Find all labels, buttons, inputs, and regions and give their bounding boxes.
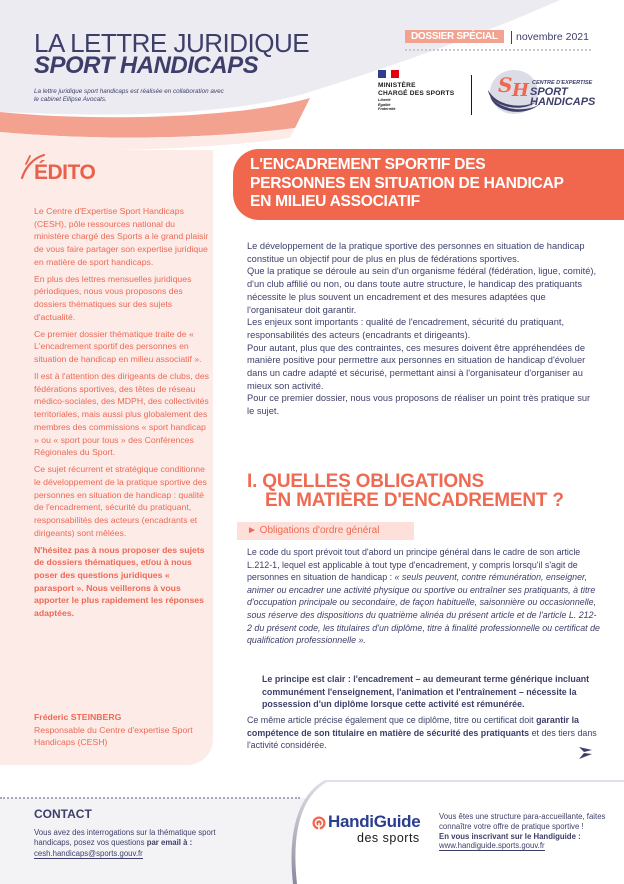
handiguide-cta: En vous inscrivant sur le Handiguide : (439, 831, 581, 841)
edito-paragraph: Ce premier dossier thématique traite de « L'encadrement sportif des personnes en situation de handicap en milieu associatif ». (34, 328, 202, 365)
edito-paragraph: Ce sujet récurrent et stratégique conditionne le développement de la pratique sportive des personnes en situation de handicap : qualité de l'encadrement, sécurité du pratiquant, responsabilités des acteurs (encadrants et dirigeants) sont mêlées. (34, 464, 207, 538)
signature-role: Responsable du Centre d'expertise Sport Handicaps (CESH) (34, 724, 193, 747)
logo-divider (471, 75, 472, 115)
footer-dotted-divider (0, 797, 300, 799)
signature-name: Fréderic STEINBERG (34, 712, 122, 722)
intro-paragraph: Les enjeux sont importants : qualité de l'encadrement, sécurité du pratiquant, responsabilités des acteurs (encadrants et dirigeants). (247, 317, 565, 340)
body-text: Le code du sport prévoit tout d'abord un principe général dans le cadre de son article L.212-1, lequel est applicable à tout type d'encadrement, y compris lorsqu'il s'agit de personnes en situation de handicap : (247, 547, 581, 583)
handiguide-text (439, 812, 609, 851)
motto-fraternite: Fraternité (378, 107, 396, 112)
motto-egalite: Égalité (378, 102, 391, 107)
ministry-motto (378, 98, 396, 112)
contact-email-link[interactable]: cesh.handicaps@sports.gouv.fr (34, 848, 143, 858)
subheading: ► Obligations d'ordre général (237, 522, 414, 540)
edito-paragraph: En plus des lettres mensuelles juridiques périodiques, nous vous proposons des dossiers thématiques sur des sujets d'actualité. (34, 273, 192, 322)
contact-description: Vous avez des interrogations sur la thématique sport handicaps, posez vos questions (34, 828, 216, 848)
svg-text:H: H (512, 80, 530, 101)
intro-text (247, 240, 599, 418)
article-title-line: EN MILIEU ASSOCIATIF (250, 193, 420, 210)
collaboration-note: La lettre juridique sport handicaps est réalisée en collaboration avec le cabinet Ellipse Avocats. (34, 88, 224, 103)
motto-liberte: Liberté (378, 98, 391, 102)
handiguide-description: Vous êtes une structure para-accueillante, faites connaître votre offre de pratique sportive ! (439, 812, 606, 831)
handiguide-name: HandiGuide (328, 812, 421, 831)
article-title (250, 156, 616, 212)
intro-paragraph: Pour ce premier dossier, nous vous proposons de réaliser un point très pratique sur le sujet. (247, 393, 591, 417)
issue-date: novembre 2021 (516, 31, 589, 43)
edito-body (34, 205, 210, 624)
cesh-logo-line1: SPORT (530, 86, 568, 98)
contact-email-label: par email à : (146, 838, 193, 848)
edito-paragraph: N'hésitez pas à nous proposer des sujets de dossiers thématiques, et/ou à nous poser des questions juridiques « parasport ». Nous veillerons à vous apporter le plus rapidement les réponses adaptées. (34, 544, 205, 619)
dotted-divider (405, 49, 591, 51)
ministry-line2: CHARGÉ DES SPORTS (378, 90, 455, 97)
body-text: Ce même article précise également que ce diplôme, titre ou certificat doit (247, 715, 537, 725)
body-text-bold: garantir la compétence de son titulaire en matière de sécurité des pratiquants (247, 715, 579, 738)
intro-paragraph: Que la pratique se déroule au sein d'un organisme fédéral (fédération, ligue, comité), d'un club affilié ou non, ou dans toute autre structure, le handicap des pratiquants nécessite le plus souvent un encadrement et des mesures adaptées que l'organisateur doit garantir. (247, 266, 597, 315)
section-heading (247, 472, 607, 510)
newsletter-title: LA LETTRE JURIDIQUE (34, 28, 310, 58)
intro-paragraph: Le développement de la pratique sportive des personnes en situation de handicap constitue un objectif pour de plus en plus de fédérations sportives. (247, 241, 585, 264)
edito-paragraph: Il est à l'attention des dirigeants de clubs, des fédérations sportives, des têtes de réseau médico-sociales, des MDPH, des collectivités territoriales, mais aussi plus globalement des membres des commissions « sport handicap » ou « sport pour tous » des Conférences Régionales du Sport. (34, 371, 210, 458)
edito-paragraph: Le Centre d'Expertise Sport Handicaps (CESH), pôle ressources national du ministère chargé des Sports a le grand plaisir de vous faire partager son expertise juridique en matière de sport handicaps. (34, 206, 209, 267)
article-title-line: L'ENCADREMENT SPORTIF DES (250, 156, 486, 173)
edito-title: ÉDITO (34, 161, 96, 184)
ministry-line1: MINISTÈRE (378, 82, 416, 89)
principle-statement: Le principe est clair : l'encadrement – au demeurant terme générique incluant communément l'enseignement, l'animation et l'entraînement – nécessite la possession d'un diplôme lorsque cette activité est rémunérée. (262, 674, 590, 710)
handiguide-logo-icon (312, 816, 326, 830)
contact-text (34, 828, 254, 859)
cesh-logo-text (530, 87, 595, 107)
newsletter-subtitle-title: SPORT HANDICAPS (34, 52, 259, 79)
edito-signature (34, 711, 210, 749)
section-heading-line2: EN MATIÈRE D'ENCADREMENT ? (265, 490, 564, 511)
cesh-logo-caption: CENTRE D'EXPERTISE (532, 80, 593, 86)
ministry-name (378, 82, 454, 98)
article-title-line: PERSONNES EN SITUATION DE HANDICAP (250, 174, 564, 192)
section-heading-line1: I. QUELLES OBLIGATIONS (247, 471, 484, 492)
svg-text:S: S (498, 73, 513, 97)
body-text-legal (247, 546, 601, 647)
divider (511, 31, 512, 44)
next-page-arrow-icon[interactable] (577, 746, 593, 760)
cesh-logo-line2: HANDICAPS (530, 96, 596, 108)
handiguide-subtitle: des sports (357, 831, 420, 845)
intro-paragraph: Pour autant, plus que des contraintes, ces mesures doivent être appréhendées de manière positive pour permettre aux personnes en situation de handicap d'évoluer dans un cadre adapté et sécurisé, permettant ainsi à l'organisateur d'organiser au mieux son activité. (247, 342, 586, 391)
dossier-badge: DOSSIER SPÉCIAL (405, 30, 504, 43)
legal-quote: « seuls peuvent, contre rémunération, enseigner, animer ou encadrer une activité physique ou sportive ou entraîner ses pratiquants, à titre d'occupation principale ou secondaire, de façon habituelle, saisonnière ou occasionnelle, sous réserve des dispositions du quatrième alinéa du présent article et de l'article L. 212-2 du présent code, les titulaires d'un diplôme, titre à finalité professionnelle ou certificat de qualification professionnelle ». (247, 572, 600, 646)
french-flag-icon (378, 70, 399, 78)
body-text: et des tiers dans l'activité considérée. (247, 727, 597, 751)
body-text-article (247, 714, 601, 752)
contact-title: CONTACT (34, 807, 92, 821)
handiguide-link[interactable]: www.handiguide.sports.gouv.fr (439, 841, 545, 851)
